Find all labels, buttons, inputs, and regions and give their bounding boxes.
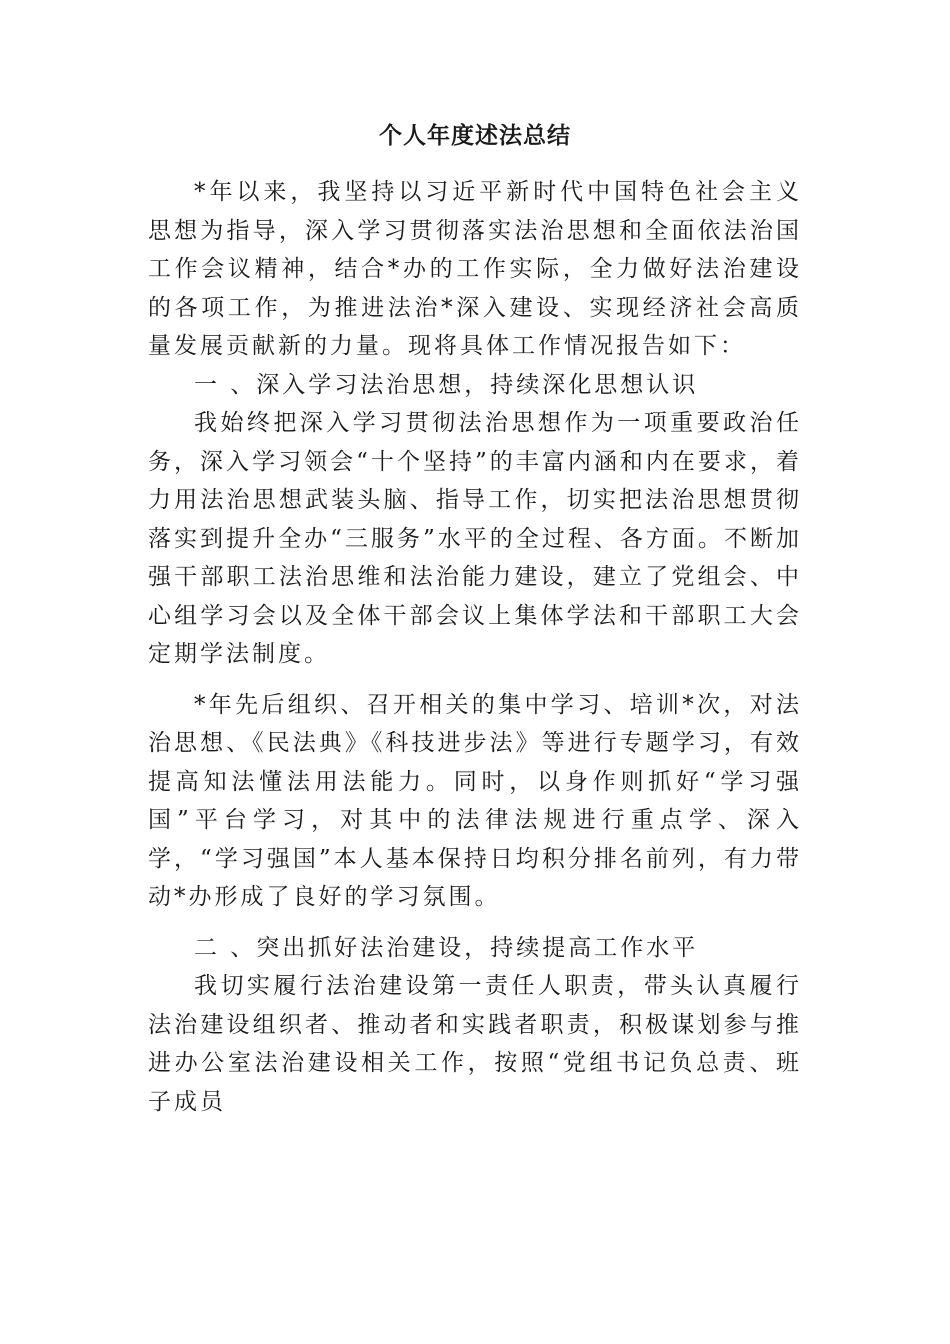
section-1-paragraph-1: 我始终把深入学习贯彻法治思想作为一项重要政治任务，深入学习领会“十个坚持”的丰富内涵和内在要求，着力用法治思想武装头脑、指导工作，切实把法治思想贯彻落实到提升全办“三服务”水平的全过程、各方面。不断加强干部职工法治思维和法治能力建设，建立了党组会、中心组学习会以及全体干部会议上集体学法和干部职工大会定期学法制度。	[148, 410, 802, 667]
document-title: 个人年度述法总结	[379, 122, 571, 149]
section-1-heading: 一 、深入学习法治思想，持续深化思想认识	[194, 371, 699, 398]
section-2-heading: 二 、突出抓好法治建设，持续提高工作水平	[194, 934, 699, 961]
section-2-paragraph-1: 我切实履行法治建设第一责任人职责，带头认真履行法治建设组织者、推动者和实践者职责，积极谋划参与推进办公室法治建设相关工作，按照“党组书记负总责、班子成员	[148, 973, 802, 1115]
document-page	[148, 118, 802, 1121]
section-1-paragraph-2: *年先后组织、召开相关的集中学习、培训*次，对法治思想、《民法典》《科技进步法》等进行专题学习，有效提高知法懂法用法能力。同时，以身作则抓好“学习强国”平台学习，对其中的法律法规进行重点学、深入学，“学习强国”本人基本保持日均积分排名前列，有力带动*办形成了良好的学习氛围。	[148, 691, 802, 910]
intro-paragraph: *年以来，我坚持以习近平新时代中国特色社会主义思想为指导，深入学习贯彻落实法治思想和全面依法治国工作会议精神，结合*办的工作实际，全力做好法治建设的各项工作，为推进法治*深入建设、实现经济社会高质量发展贡献新的力量。现将具体工作情况报告如下：	[148, 179, 802, 359]
